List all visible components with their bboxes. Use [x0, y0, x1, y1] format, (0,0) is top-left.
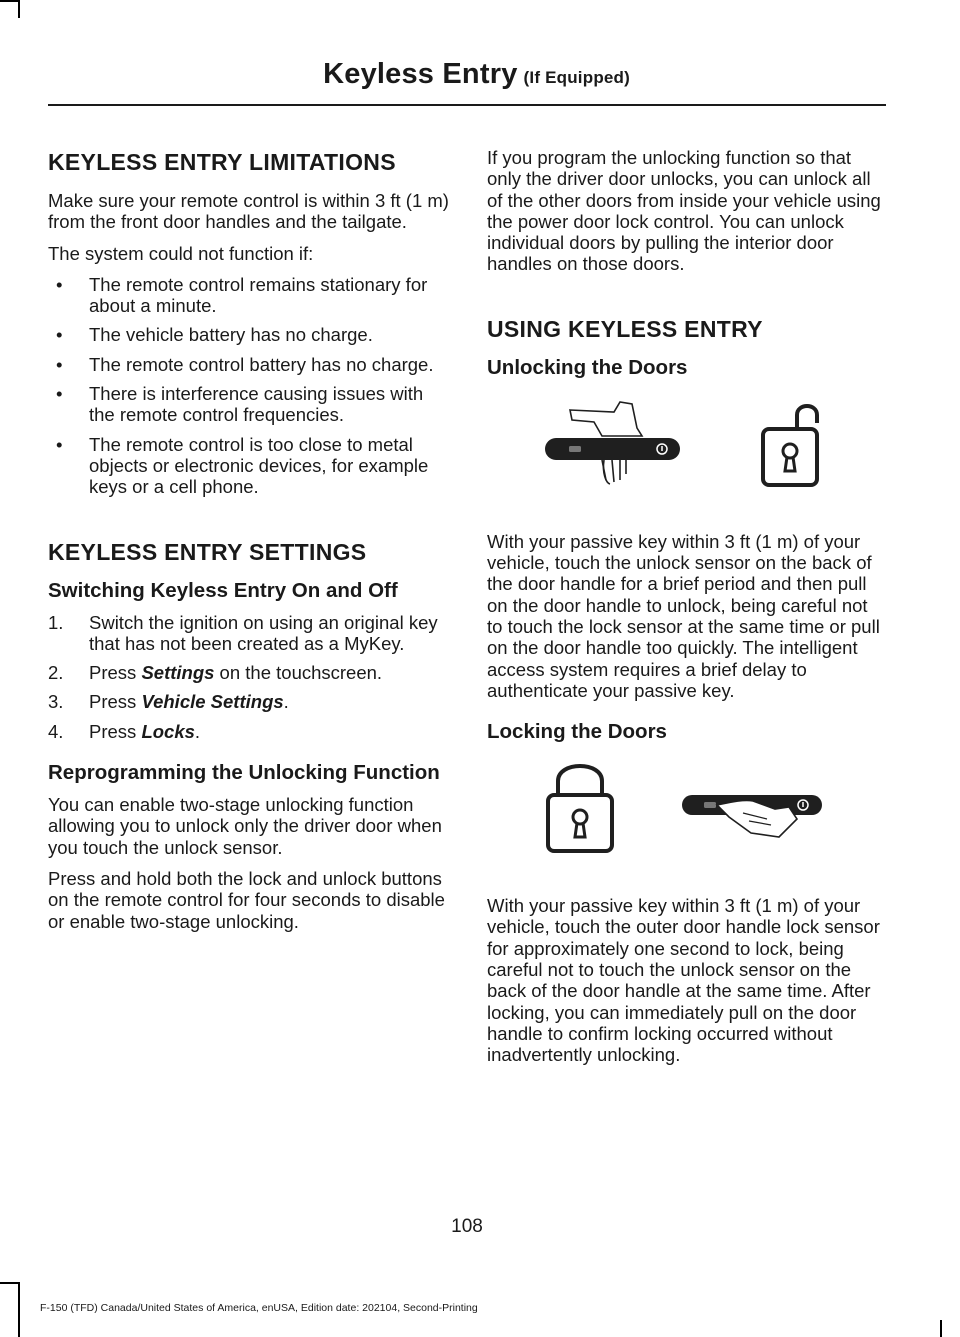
reprogramming-text: Press and hold both the lock and unlock buttons on the remote control for four seconds to disable or enable two-stage unlocking. [48, 867, 445, 932]
step-text: . [194, 720, 201, 742]
section-title: Keyless Entry [323, 58, 518, 90]
settings-steps [48, 612, 450, 742]
list-item-text: The remote control battery has no charge. [89, 353, 434, 375]
right-column [487, 140, 883, 1076]
door-handle-lock-touch-illustration [679, 779, 829, 869]
page-title [323, 58, 630, 91]
list-item [48, 274, 450, 317]
switching-heading: Switching Keyless Entry On and Off [48, 578, 398, 602]
locking-figure [487, 757, 883, 877]
step-text: on the touchscreen. [214, 662, 383, 684]
menu-term: Locks [141, 720, 195, 742]
step-item [48, 721, 450, 742]
step-item [48, 691, 450, 712]
step-item [48, 612, 450, 655]
step-text: . [283, 691, 289, 713]
step-text: Press [89, 662, 142, 684]
list-item-text: The remote control is too close to metal objects or electronic devices, for example keys or a cell phone. [89, 433, 429, 498]
locked-padlock-icon [542, 757, 622, 857]
left-column [48, 140, 450, 942]
unlocking-heading: Unlocking the Doors [487, 355, 688, 379]
unlocked-padlock-icon [759, 393, 829, 493]
crop-mark [18, 1282, 20, 1337]
limitations-heading: KEYLESS ENTRY LIMITATIONS [48, 149, 396, 175]
crop-mark [940, 1320, 942, 1337]
unlocking-figure [487, 393, 883, 513]
step-item [48, 662, 450, 683]
step-number: 4. [48, 720, 64, 742]
list-item [48, 434, 450, 498]
header-divider [48, 104, 886, 106]
step-number: 2. [48, 662, 64, 684]
crop-mark [18, 0, 20, 18]
bullet-mark: • [56, 324, 63, 346]
step-number: 1. [48, 611, 64, 633]
locking-text: With your passive key within 3 ft (1 m) of your vehicle, touch the outer door handle lock sensor for approximately one second to lock, being careful not to touch the unlock sensor on the back of the door handle at the same time. After locking, you can immediately pull on the door handle to confirm locking occurred without inadvertently unlocking. [487, 895, 880, 1066]
edition-line: F-150 (TFD) Canada/United States of America, enUSA, Edition date: 202104, Second-Printing [40, 1302, 478, 1314]
door-handle-touch-illustration [542, 398, 692, 498]
menu-term: Settings [141, 662, 215, 684]
limitations-intro: Make sure your remote control is within 3 ft (1 m) from the front door handles and the tailgate. [48, 190, 449, 233]
system-could-not-text: The system could not function if: [48, 242, 314, 264]
page-number: 108 [451, 1216, 483, 1237]
list-item [48, 324, 450, 345]
section-title-suffix: (If Equipped) [523, 68, 630, 87]
bullet-mark: • [56, 383, 63, 405]
reprogramming-text: You can enable two-stage unlocking function allowing you to unlock only the driver door when you touch the unlock sensor. [48, 794, 442, 858]
driver-door-text: If you program the unlocking function so that only the driver door unlocks, you can unlock all of the other doors from inside your vehicle using the power door lock control. You can unlock individual doors by pulling the interior door handles on those doors. [487, 147, 881, 275]
settings-heading: KEYLESS ENTRY SETTINGS [48, 538, 367, 565]
bullet-mark: • [56, 353, 63, 375]
reprogramming-heading: Reprogramming the Unlocking Function [48, 761, 440, 785]
list-item [48, 383, 450, 426]
list-item [48, 354, 450, 375]
bullet-mark: • [56, 433, 63, 455]
using-heading: USING KEYLESS ENTRY [487, 315, 763, 342]
unlocking-text: With your passive key within 3 ft (1 m) of your vehicle, touch the unlock sensor on the back of the door handle for a brief period and then pull on the door handle to unlock, being careful not to touch the lock sensor at the same time or pull on the door handle too quickly. The intelligent access system requires a brief delay to authenticate your passive key. [487, 530, 880, 701]
step-text: Press [89, 691, 142, 713]
list-item-text: The vehicle battery has no charge. [89, 324, 373, 346]
list-item-text: There is interference causing issues with the remote control frequencies. [89, 383, 424, 426]
limitations-list [48, 274, 450, 498]
step-text: Press [89, 720, 142, 742]
list-item-text: The remote control remains stationary for about a minute. [89, 273, 428, 317]
locking-heading: Locking the Doors [487, 720, 667, 744]
crop-mark [0, 1282, 18, 1284]
menu-term: Vehicle Settings [141, 691, 284, 713]
step-number: 3. [48, 691, 64, 713]
step-text: Switch the ignition on using an original key that has not been created as a MyKey. [89, 611, 438, 654]
bullet-mark: • [56, 273, 63, 295]
crop-mark [0, 0, 18, 2]
